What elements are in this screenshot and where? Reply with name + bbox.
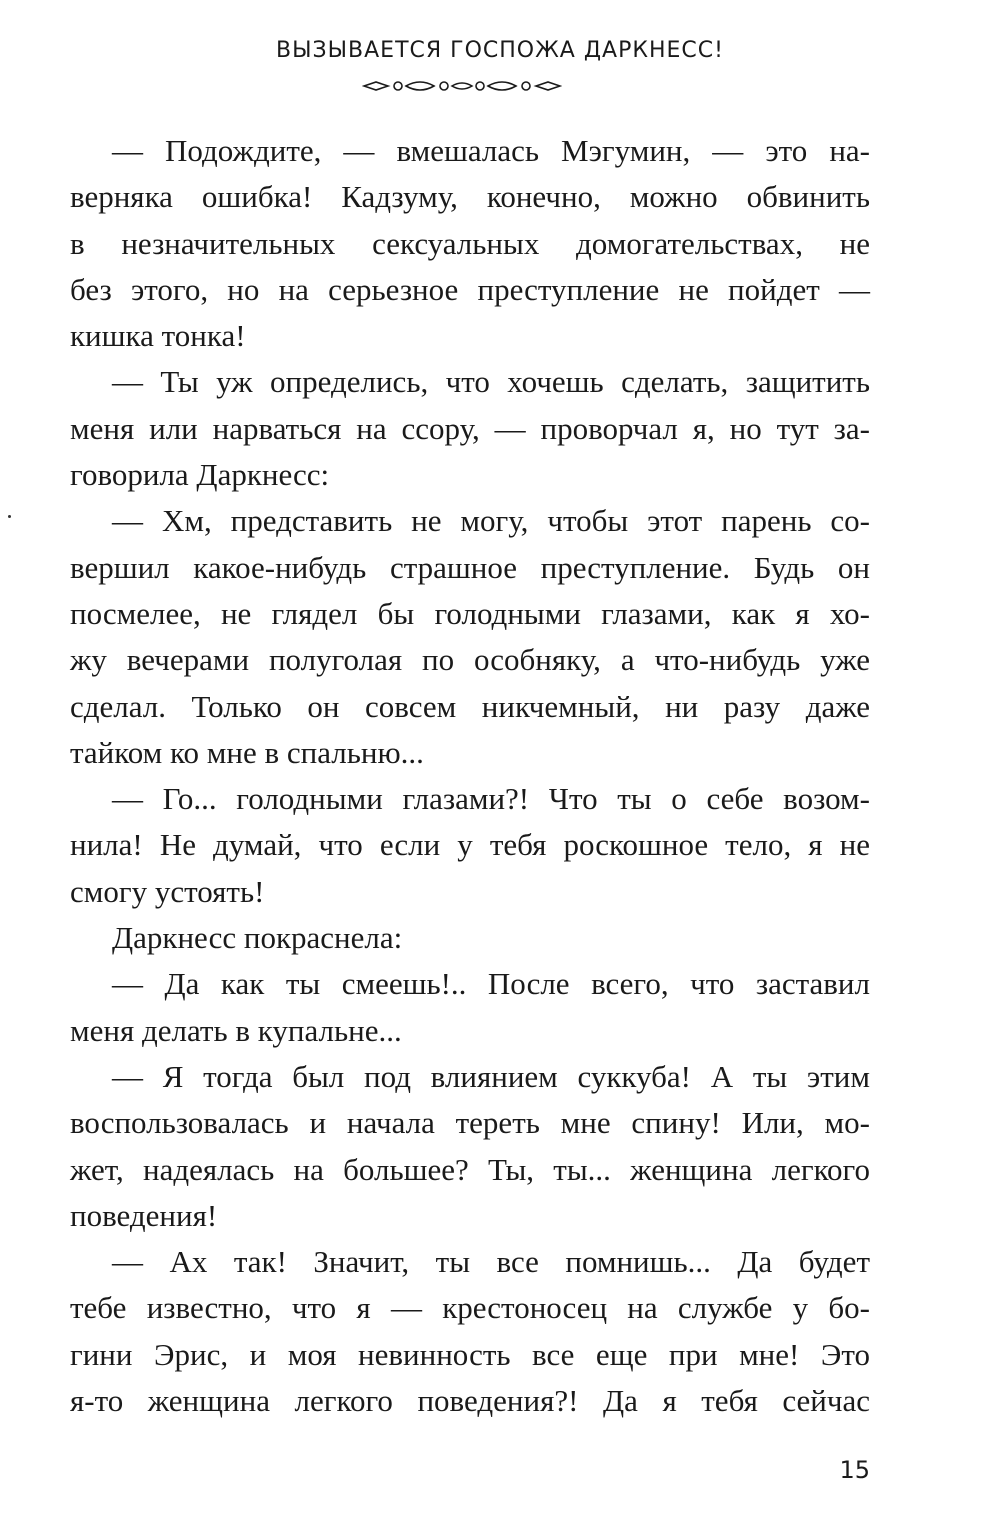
text-line: — Ах так! Значит, ты все помнишь... Да будет (112, 1244, 870, 1280)
text-line: в незначительных сексуальных домогательствах, не (70, 225, 870, 261)
text-line: говорила Даркнесс: (70, 457, 330, 493)
text-line: Даркнесс покраснела: (112, 920, 403, 956)
text-line: воспользовалась и начала тереть мне спину! Или, мо- (70, 1105, 870, 1141)
text-line: тайком ко мне в спальню... (70, 734, 424, 770)
text-line: посмелее, не глядел бы голодными глазами, как я хо- (70, 595, 870, 631)
text-line: поведения! (70, 1197, 218, 1233)
scan-speck (8, 515, 11, 518)
text-line: гини Эрис, и моя невинность все еще при мне! Это (70, 1336, 870, 1372)
text-line: жет, надеялась на большее? Ты, ты... женщина легкого (70, 1151, 870, 1187)
ornament-icon (362, 78, 562, 94)
text-line: я-то женщина легкого поведения?! Да я тебя сейчас (70, 1383, 870, 1419)
text-line: верняка ошибка! Кадзуму, конечно, можно обвинить (70, 179, 870, 215)
text-line: — Я тогда был под влиянием суккуба! А ты этим (112, 1058, 870, 1094)
body-text (70, 128, 870, 1424)
text-line: — Ты уж определись, что хочешь сделать, защитить (112, 364, 870, 400)
text-line: — Да как ты смеешь!.. После всего, что заставил (112, 966, 870, 1002)
running-title: ВЫЗЫВАЕТСЯ ГОСПОЖА ДАРКНЕСС! (276, 38, 724, 63)
text-line: жу вечерами полуголая по особняку, а что-нибудь уже (70, 642, 870, 678)
text-line: меня делать в купальне... (70, 1012, 402, 1048)
text-line: — Хм, представить не могу, чтобы этот парень со- (112, 503, 870, 539)
text-line: меня или нарваться на ссору, — проворчал я, но тут за- (70, 410, 870, 446)
page-number: 15 (839, 1456, 870, 1484)
text-line: кишка тонка! (70, 318, 246, 354)
text-line: тебе известно, что я — крестоносец на службе у бо- (70, 1290, 870, 1326)
text-line: смогу устоять! (70, 873, 265, 909)
text-line: нила! Не думай, что если у тебя роскошное тело, я не (70, 827, 870, 863)
text-line: — Подождите, — вмешалась Мэгумин, — это на- (112, 133, 870, 168)
text-line: вершил какое-нибудь страшное преступление. Будь он (70, 549, 870, 585)
text-line: без этого, но на серьезное преступление не пойдет — (70, 271, 870, 307)
text-line: сделал. Только он совсем никчемный, ни разу даже (70, 688, 870, 724)
text-line: — Го... голодными глазами?! Что ты о себе возом- (112, 781, 870, 817)
